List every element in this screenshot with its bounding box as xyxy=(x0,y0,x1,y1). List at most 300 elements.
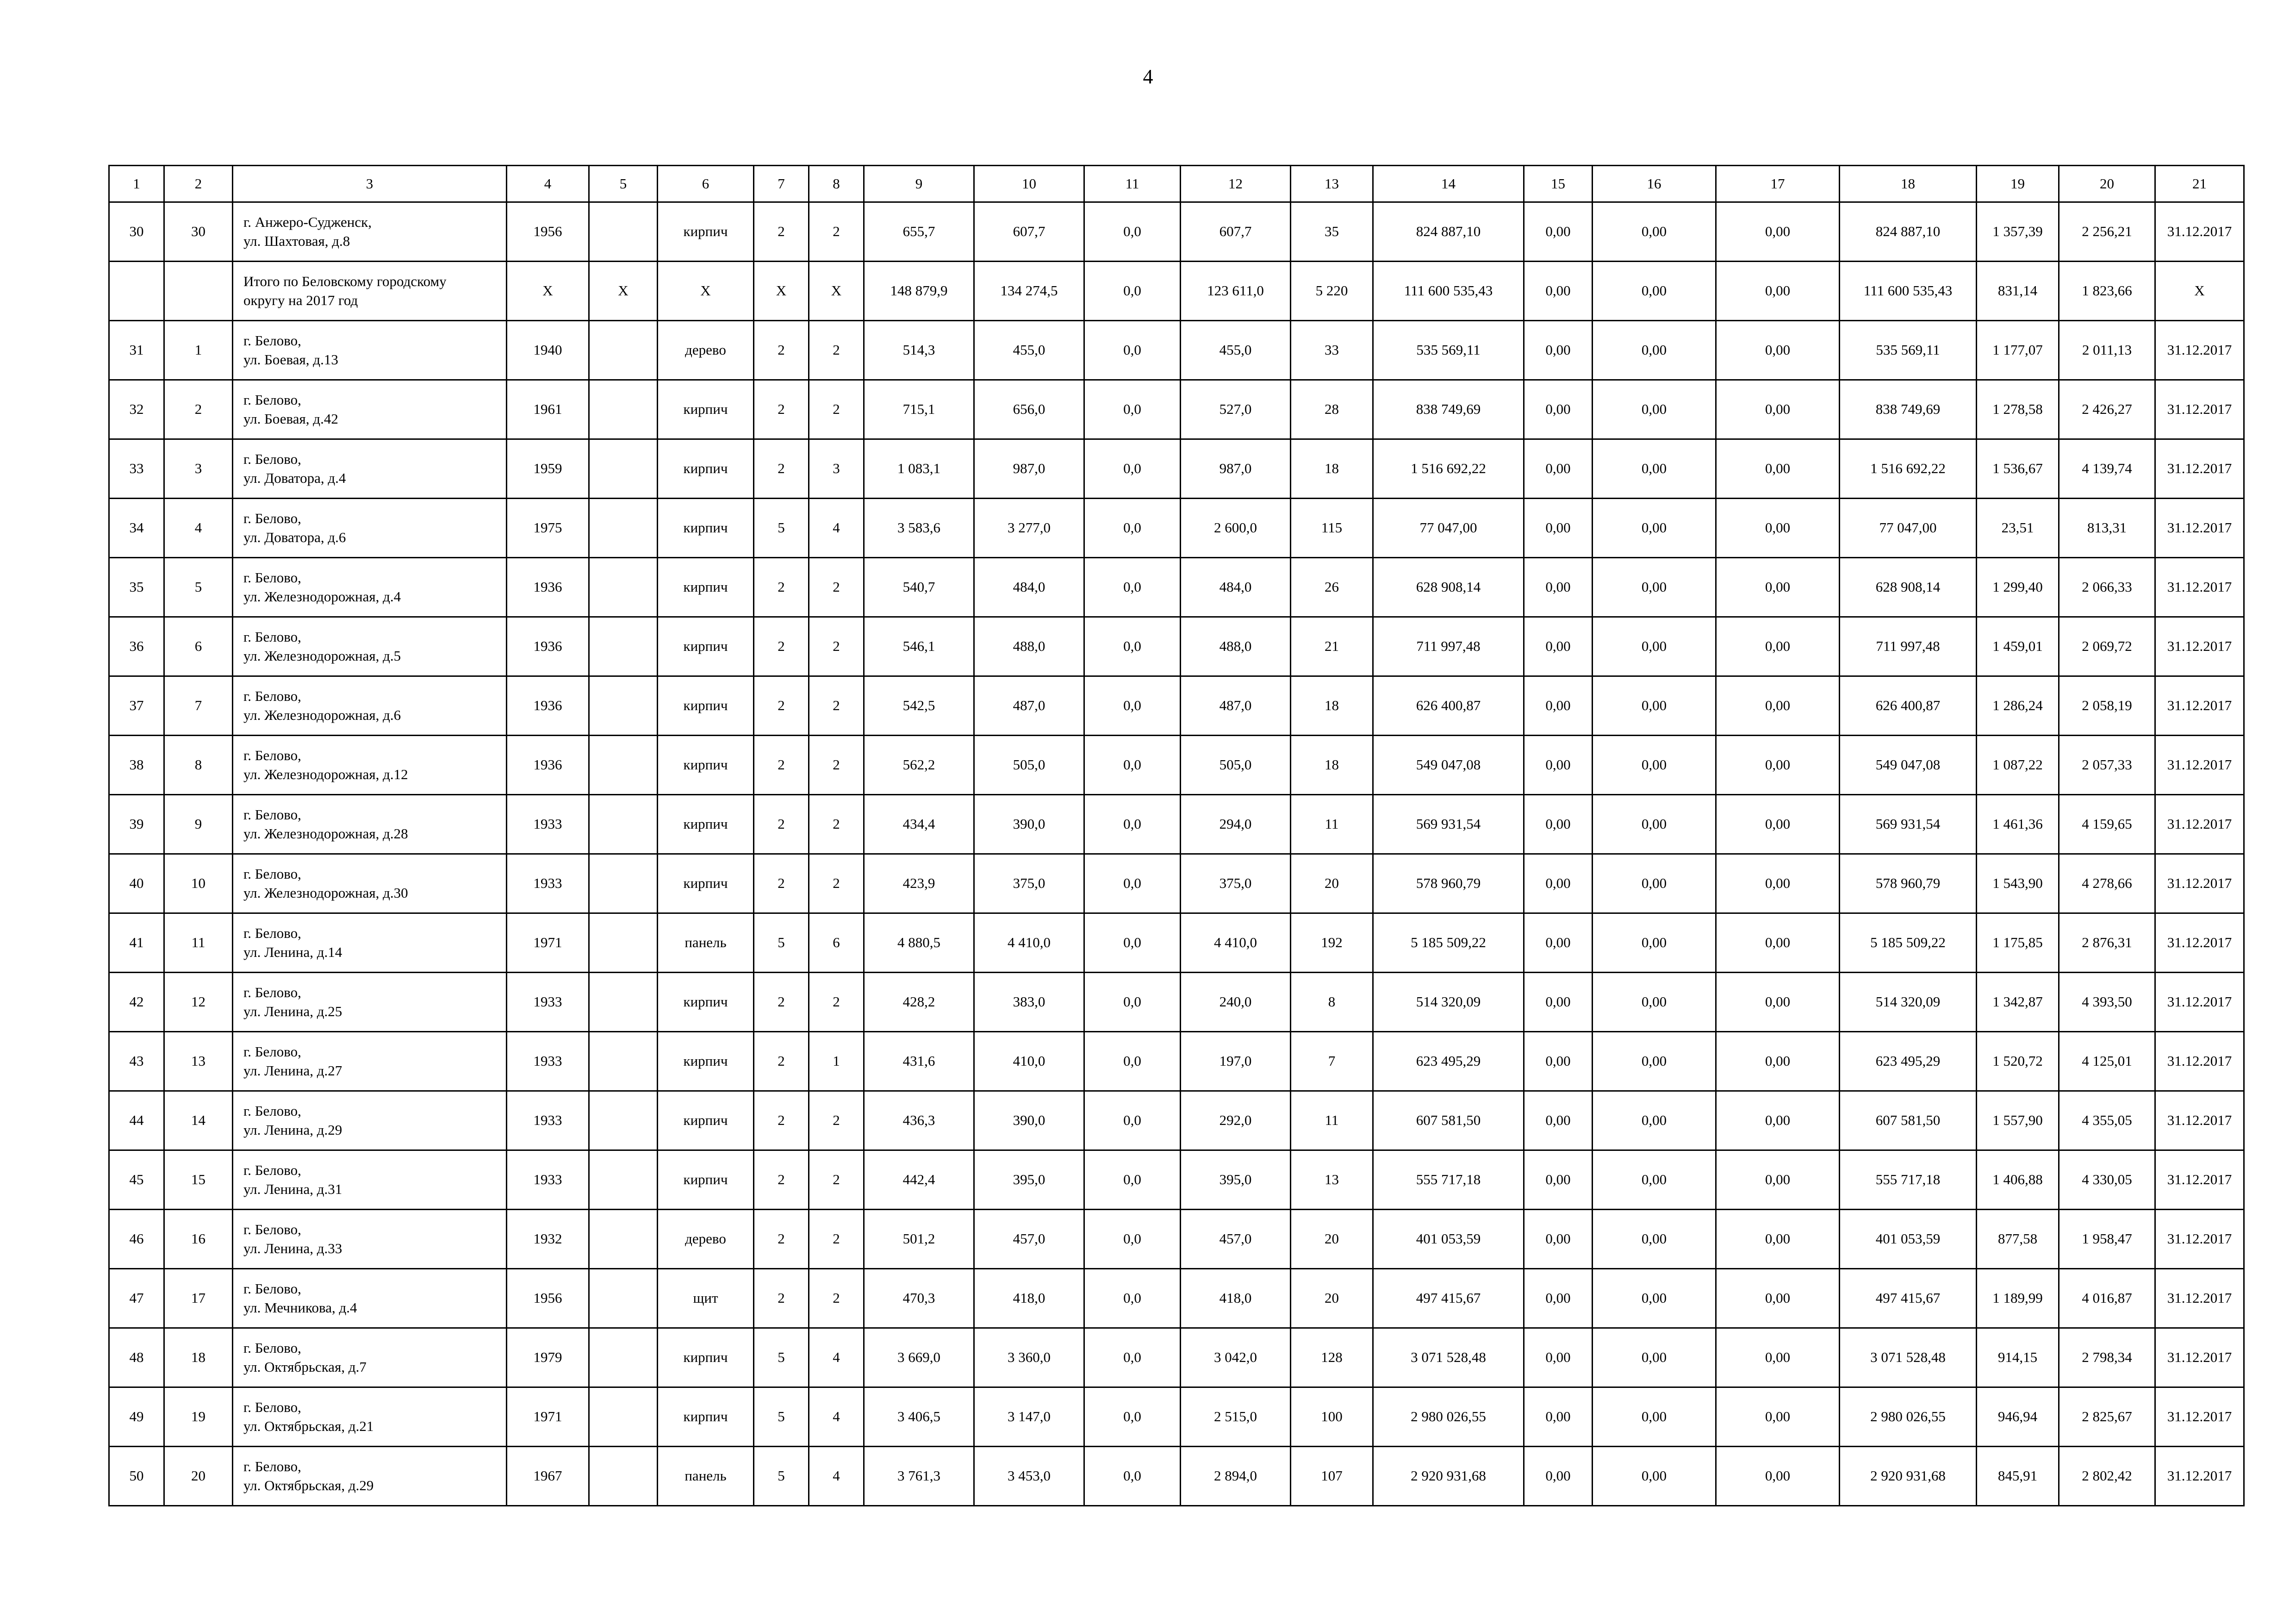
total-cost-cell: 549 047,08 xyxy=(1840,736,1977,795)
col-20-cell: 4 125,01 xyxy=(2059,1032,2155,1091)
table-row xyxy=(109,321,2244,380)
column-number: 20 xyxy=(2059,166,2155,202)
wall-material-cell: кирпич xyxy=(658,439,754,499)
col-5-cell xyxy=(589,736,658,795)
table-row xyxy=(109,1328,2244,1387)
col-5-cell xyxy=(589,1091,658,1150)
col-20-cell: 2 825,67 xyxy=(2059,1387,2155,1447)
col-5-cell xyxy=(589,617,658,676)
col-19-cell: 1 286,24 xyxy=(1977,676,2059,736)
living-area-cell: 455,0 xyxy=(974,321,1084,380)
floors-cell: 2 xyxy=(754,1032,809,1091)
total-cost-cell: 824 887,10 xyxy=(1840,202,1977,262)
total-cost-cell: 2 920 931,68 xyxy=(1840,1447,1977,1506)
row-number-cell: 39 xyxy=(109,795,164,854)
column-number: 17 xyxy=(1716,166,1840,202)
column-number: 18 xyxy=(1840,166,1977,202)
item-number-cell: 3 xyxy=(164,439,233,499)
floors-cell: 5 xyxy=(754,499,809,558)
column-number: 15 xyxy=(1524,166,1593,202)
address-line-1: г. Белово, xyxy=(243,1043,301,1060)
cost-cell: 824 887,10 xyxy=(1373,202,1524,262)
address-cell xyxy=(233,1269,507,1328)
col-5-cell xyxy=(589,854,658,913)
cost-cell: 838 749,69 xyxy=(1373,380,1524,439)
floors-cell: 2 xyxy=(754,1210,809,1269)
col-11-cell: 0,0 xyxy=(1084,1032,1181,1091)
entrances-cell: 2 xyxy=(809,736,864,795)
col-16-cell: 0,00 xyxy=(1593,736,1716,795)
col-19-cell: 1 087,22 xyxy=(1977,736,2059,795)
total-area-cell: 442,4 xyxy=(864,1150,974,1210)
col-12-cell: 987,0 xyxy=(1181,439,1291,499)
living-area-cell: 3 147,0 xyxy=(974,1387,1084,1447)
total-cost-cell: 111 600 535,43 xyxy=(1840,262,1977,321)
item-number-cell: 8 xyxy=(164,736,233,795)
col-5-cell xyxy=(589,676,658,736)
table-row xyxy=(109,1032,2244,1091)
col-15-cell: 0,00 xyxy=(1524,439,1593,499)
column-number: 8 xyxy=(809,166,864,202)
item-number-cell xyxy=(164,262,233,321)
col-11-cell: 0,0 xyxy=(1084,973,1181,1032)
col-20-cell: 2 256,21 xyxy=(2059,202,2155,262)
column-number: 19 xyxy=(1977,166,2059,202)
wall-material-cell: кирпич xyxy=(658,676,754,736)
table-row xyxy=(109,1210,2244,1269)
cost-cell: 628 908,14 xyxy=(1373,558,1524,617)
column-number: 21 xyxy=(2155,166,2244,202)
living-area-cell: 375,0 xyxy=(974,854,1084,913)
col-5-cell xyxy=(589,321,658,380)
address-cell xyxy=(233,795,507,854)
item-number-cell: 19 xyxy=(164,1387,233,1447)
address-cell xyxy=(233,380,507,439)
row-number-cell: 36 xyxy=(109,617,164,676)
deadline-cell: 31.12.2017 xyxy=(2155,1447,2244,1506)
col-12-cell: 2 515,0 xyxy=(1181,1387,1291,1447)
cost-cell: 1 516 692,22 xyxy=(1373,439,1524,499)
col-16-cell: 0,00 xyxy=(1593,1150,1716,1210)
deadline-cell: 31.12.2017 xyxy=(2155,795,2244,854)
item-number-cell: 15 xyxy=(164,1150,233,1210)
floors-cell: 2 xyxy=(754,736,809,795)
item-number-cell: 30 xyxy=(164,202,233,262)
col-20-cell: 4 139,74 xyxy=(2059,439,2155,499)
col-11-cell: 0,0 xyxy=(1084,558,1181,617)
row-number-cell: 30 xyxy=(109,202,164,262)
residents-cell: 100 xyxy=(1291,1387,1373,1447)
col-17-cell: 0,00 xyxy=(1716,913,1840,973)
living-area-cell: 457,0 xyxy=(974,1210,1084,1269)
col-12-cell: 488,0 xyxy=(1181,617,1291,676)
address-line-1: Итого по Беловскому городскому xyxy=(243,273,447,290)
table-row xyxy=(109,854,2244,913)
total-area-cell: 655,7 xyxy=(864,202,974,262)
wall-material-cell: кирпич xyxy=(658,617,754,676)
total-cost-cell: 5 185 509,22 xyxy=(1840,913,1977,973)
address-line-1: г. Белово, xyxy=(243,629,301,645)
row-number-cell xyxy=(109,262,164,321)
cost-cell: 5 185 509,22 xyxy=(1373,913,1524,973)
col-19-cell: 877,58 xyxy=(1977,1210,2059,1269)
year-built-cell: 1979 xyxy=(507,1328,589,1387)
table-row xyxy=(109,1447,2244,1506)
row-number-cell: 40 xyxy=(109,854,164,913)
table-row xyxy=(109,973,2244,1032)
total-area-cell: 3 406,5 xyxy=(864,1387,974,1447)
col-20-cell: 2 058,19 xyxy=(2059,676,2155,736)
address-line-1: г. Белово, xyxy=(243,1399,301,1416)
cost-cell: 623 495,29 xyxy=(1373,1032,1524,1091)
col-20-cell: 2 802,42 xyxy=(2059,1447,2155,1506)
entrances-cell: Х xyxy=(809,262,864,321)
cost-cell: 549 047,08 xyxy=(1373,736,1524,795)
col-12-cell: 395,0 xyxy=(1181,1150,1291,1210)
table-row xyxy=(109,617,2244,676)
col-5-cell: Х xyxy=(589,262,658,321)
address-line-1: г. Анжеро-Судженск, xyxy=(243,214,372,231)
address-line-2: ул. Октябрьская, д.7 xyxy=(243,1358,367,1375)
address-cell xyxy=(233,1032,507,1091)
address-line-2: ул. Железнодорожная, д.28 xyxy=(243,825,408,842)
address-line-1: г. Белово, xyxy=(243,1221,301,1238)
col-11-cell: 0,0 xyxy=(1084,499,1181,558)
address-line-2: ул. Боевая, д.13 xyxy=(243,351,338,368)
col-19-cell: 1 342,87 xyxy=(1977,973,2059,1032)
column-number: 10 xyxy=(974,166,1084,202)
total-cost-cell: 711 997,48 xyxy=(1840,617,1977,676)
floors-cell: 2 xyxy=(754,321,809,380)
col-11-cell: 0,0 xyxy=(1084,617,1181,676)
col-12-cell: 4 410,0 xyxy=(1181,913,1291,973)
col-5-cell xyxy=(589,1150,658,1210)
item-number-cell: 11 xyxy=(164,913,233,973)
living-area-cell: 487,0 xyxy=(974,676,1084,736)
column-number: 3 xyxy=(233,166,507,202)
cost-cell: 497 415,67 xyxy=(1373,1269,1524,1328)
row-number-cell: 35 xyxy=(109,558,164,617)
col-19-cell: 1 175,85 xyxy=(1977,913,2059,973)
col-17-cell: 0,00 xyxy=(1716,380,1840,439)
living-area-cell: 3 360,0 xyxy=(974,1328,1084,1387)
address-cell xyxy=(233,1150,507,1210)
total-area-cell: 436,3 xyxy=(864,1091,974,1150)
table-row xyxy=(109,913,2244,973)
row-number-cell: 33 xyxy=(109,439,164,499)
col-5-cell xyxy=(589,380,658,439)
column-number: 16 xyxy=(1593,166,1716,202)
total-cost-cell: 626 400,87 xyxy=(1840,676,1977,736)
cost-cell: 711 997,48 xyxy=(1373,617,1524,676)
col-12-cell: 123 611,0 xyxy=(1181,262,1291,321)
column-number: 2 xyxy=(164,166,233,202)
total-area-cell: 431,6 xyxy=(864,1032,974,1091)
residents-cell: 18 xyxy=(1291,676,1373,736)
deadline-cell: Х xyxy=(2155,262,2244,321)
col-11-cell: 0,0 xyxy=(1084,1269,1181,1328)
col-20-cell: 2 426,27 xyxy=(2059,380,2155,439)
col-19-cell: 1 461,36 xyxy=(1977,795,2059,854)
col-17-cell: 0,00 xyxy=(1716,795,1840,854)
col-20-cell: 4 393,50 xyxy=(2059,973,2155,1032)
living-area-cell: 488,0 xyxy=(974,617,1084,676)
col-15-cell: 0,00 xyxy=(1524,1328,1593,1387)
col-16-cell: 0,00 xyxy=(1593,262,1716,321)
total-cost-cell: 1 516 692,22 xyxy=(1840,439,1977,499)
address-line-1: г. Белово, xyxy=(243,1280,301,1297)
wall-material-cell: кирпич xyxy=(658,1150,754,1210)
address-line-1: г. Белово, xyxy=(243,332,301,349)
deadline-cell: 31.12.2017 xyxy=(2155,499,2244,558)
col-12-cell: 294,0 xyxy=(1181,795,1291,854)
column-number: 1 xyxy=(109,166,164,202)
cost-cell: 2 920 931,68 xyxy=(1373,1447,1524,1506)
floors-cell: 2 xyxy=(754,1269,809,1328)
col-15-cell: 0,00 xyxy=(1524,1091,1593,1150)
deadline-cell: 31.12.2017 xyxy=(2155,1091,2244,1150)
col-16-cell: 0,00 xyxy=(1593,795,1716,854)
table-row xyxy=(109,736,2244,795)
residents-cell: 33 xyxy=(1291,321,1373,380)
wall-material-cell: дерево xyxy=(658,1210,754,1269)
entrances-cell: 4 xyxy=(809,1387,864,1447)
total-area-cell: 562,2 xyxy=(864,736,974,795)
wall-material-cell: панель xyxy=(658,1447,754,1506)
address-line-2: ул. Железнодорожная, д.6 xyxy=(243,706,401,723)
col-16-cell: 0,00 xyxy=(1593,1032,1716,1091)
total-area-cell: 148 879,9 xyxy=(864,262,974,321)
col-16-cell: 0,00 xyxy=(1593,913,1716,973)
living-area-cell: 418,0 xyxy=(974,1269,1084,1328)
item-number-cell: 2 xyxy=(164,380,233,439)
total-area-cell: 546,1 xyxy=(864,617,974,676)
item-number-cell: 13 xyxy=(164,1032,233,1091)
cost-cell: 77 047,00 xyxy=(1373,499,1524,558)
col-17-cell: 0,00 xyxy=(1716,499,1840,558)
column-number: 5 xyxy=(589,166,658,202)
year-built-cell: 1933 xyxy=(507,854,589,913)
year-built-cell: 1967 xyxy=(507,1447,589,1506)
address-cell xyxy=(233,617,507,676)
col-20-cell: 2 011,13 xyxy=(2059,321,2155,380)
deadline-cell: 31.12.2017 xyxy=(2155,676,2244,736)
entrances-cell: 2 xyxy=(809,1269,864,1328)
item-number-cell: 7 xyxy=(164,676,233,736)
living-area-cell: 134 274,5 xyxy=(974,262,1084,321)
cost-cell: 2 980 026,55 xyxy=(1373,1387,1524,1447)
row-number-cell: 48 xyxy=(109,1328,164,1387)
col-20-cell: 2 876,31 xyxy=(2059,913,2155,973)
table-row xyxy=(109,1387,2244,1447)
col-16-cell: 0,00 xyxy=(1593,676,1716,736)
col-19-cell: 1 357,39 xyxy=(1977,202,2059,262)
col-12-cell: 455,0 xyxy=(1181,321,1291,380)
total-cost-cell: 77 047,00 xyxy=(1840,499,1977,558)
entrances-cell: 2 xyxy=(809,321,864,380)
col-5-cell xyxy=(589,1269,658,1328)
residents-cell: 5 220 xyxy=(1291,262,1373,321)
living-area-cell: 383,0 xyxy=(974,973,1084,1032)
total-area-cell: 3 669,0 xyxy=(864,1328,974,1387)
cost-cell: 514 320,09 xyxy=(1373,973,1524,1032)
entrances-cell: 2 xyxy=(809,617,864,676)
col-17-cell: 0,00 xyxy=(1716,1447,1840,1506)
total-cost-cell: 578 960,79 xyxy=(1840,854,1977,913)
floors-cell: 2 xyxy=(754,380,809,439)
address-cell xyxy=(233,676,507,736)
table-row xyxy=(109,499,2244,558)
total-area-cell: 1 083,1 xyxy=(864,439,974,499)
column-number: 13 xyxy=(1291,166,1373,202)
col-5-cell xyxy=(589,1387,658,1447)
floors-cell: 2 xyxy=(754,558,809,617)
col-15-cell: 0,00 xyxy=(1524,1150,1593,1210)
col-17-cell: 0,00 xyxy=(1716,1210,1840,1269)
item-number-cell: 20 xyxy=(164,1447,233,1506)
col-11-cell: 0,0 xyxy=(1084,262,1181,321)
table-row xyxy=(109,380,2244,439)
floors-cell: Х xyxy=(754,262,809,321)
col-17-cell: 0,00 xyxy=(1716,1269,1840,1328)
col-17-cell: 0,00 xyxy=(1716,676,1840,736)
total-cost-cell: 628 908,14 xyxy=(1840,558,1977,617)
col-19-cell: 1 543,90 xyxy=(1977,854,2059,913)
address-line-1: г. Белово, xyxy=(243,510,301,527)
row-number-cell: 49 xyxy=(109,1387,164,1447)
col-15-cell: 0,00 xyxy=(1524,676,1593,736)
address-line-1: г. Белово, xyxy=(243,984,301,1001)
total-cost-cell: 607 581,50 xyxy=(1840,1091,1977,1150)
cost-cell: 3 071 528,48 xyxy=(1373,1328,1524,1387)
wall-material-cell: кирпич xyxy=(658,973,754,1032)
col-12-cell: 487,0 xyxy=(1181,676,1291,736)
col-17-cell: 0,00 xyxy=(1716,736,1840,795)
table-row xyxy=(109,439,2244,499)
address-cell xyxy=(233,1387,507,1447)
col-11-cell: 0,0 xyxy=(1084,1328,1181,1387)
col-12-cell: 2 600,0 xyxy=(1181,499,1291,558)
year-built-cell: 1940 xyxy=(507,321,589,380)
entrances-cell: 2 xyxy=(809,854,864,913)
col-11-cell: 0,0 xyxy=(1084,1387,1181,1447)
col-20-cell: 4 159,65 xyxy=(2059,795,2155,854)
total-cost-cell: 514 320,09 xyxy=(1840,973,1977,1032)
table-row xyxy=(109,558,2244,617)
col-15-cell: 0,00 xyxy=(1524,617,1593,676)
total-area-cell: 542,5 xyxy=(864,676,974,736)
cost-cell: 569 931,54 xyxy=(1373,795,1524,854)
col-20-cell: 1 823,66 xyxy=(2059,262,2155,321)
residents-cell: 115 xyxy=(1291,499,1373,558)
col-12-cell: 197,0 xyxy=(1181,1032,1291,1091)
col-15-cell: 0,00 xyxy=(1524,262,1593,321)
col-11-cell: 0,0 xyxy=(1084,321,1181,380)
address-line-2: ул. Ленина, д.14 xyxy=(243,943,342,960)
column-number: 7 xyxy=(754,166,809,202)
col-5-cell xyxy=(589,1210,658,1269)
deadline-cell: 31.12.2017 xyxy=(2155,380,2244,439)
residents-cell: 20 xyxy=(1291,1269,1373,1328)
year-built-cell: 1933 xyxy=(507,1032,589,1091)
col-16-cell: 0,00 xyxy=(1593,499,1716,558)
total-area-cell: 3 583,6 xyxy=(864,499,974,558)
residents-cell: 18 xyxy=(1291,736,1373,795)
year-built-cell: 1956 xyxy=(507,202,589,262)
col-11-cell: 0,0 xyxy=(1084,736,1181,795)
deadline-cell: 31.12.2017 xyxy=(2155,1269,2244,1328)
entrances-cell: 1 xyxy=(809,1032,864,1091)
living-area-cell: 987,0 xyxy=(974,439,1084,499)
wall-material-cell: Х xyxy=(658,262,754,321)
entrances-cell: 2 xyxy=(809,1091,864,1150)
living-area-cell: 390,0 xyxy=(974,795,1084,854)
floors-cell: 2 xyxy=(754,676,809,736)
floors-cell: 5 xyxy=(754,913,809,973)
entrances-cell: 4 xyxy=(809,1328,864,1387)
col-20-cell: 4 016,87 xyxy=(2059,1269,2155,1328)
deadline-cell: 31.12.2017 xyxy=(2155,617,2244,676)
address-cell xyxy=(233,973,507,1032)
col-5-cell xyxy=(589,202,658,262)
row-number-cell: 42 xyxy=(109,973,164,1032)
item-number-cell: 14 xyxy=(164,1091,233,1150)
entrances-cell: 2 xyxy=(809,202,864,262)
floors-cell: 2 xyxy=(754,617,809,676)
floors-cell: 5 xyxy=(754,1387,809,1447)
col-15-cell: 0,00 xyxy=(1524,499,1593,558)
cost-cell: 626 400,87 xyxy=(1373,676,1524,736)
cost-cell: 607 581,50 xyxy=(1373,1091,1524,1150)
year-built-cell: 1933 xyxy=(507,1091,589,1150)
col-16-cell: 0,00 xyxy=(1593,380,1716,439)
col-16-cell: 0,00 xyxy=(1593,1387,1716,1447)
address-line-2: ул. Боевая, д.42 xyxy=(243,410,338,427)
col-11-cell: 0,0 xyxy=(1084,854,1181,913)
col-5-cell xyxy=(589,439,658,499)
wall-material-cell: дерево xyxy=(658,321,754,380)
table-row xyxy=(109,1269,2244,1328)
total-area-cell: 501,2 xyxy=(864,1210,974,1269)
address-line-2: ул. Ленина, д.31 xyxy=(243,1181,342,1197)
address-line-2: ул. Железнодорожная, д.12 xyxy=(243,766,408,782)
entrances-cell: 6 xyxy=(809,913,864,973)
address-line-1: г. Белово, xyxy=(243,1458,301,1475)
entrances-cell: 2 xyxy=(809,558,864,617)
col-15-cell: 0,00 xyxy=(1524,913,1593,973)
deadline-cell: 31.12.2017 xyxy=(2155,1328,2244,1387)
cost-cell: 111 600 535,43 xyxy=(1373,262,1524,321)
residents-cell: 28 xyxy=(1291,380,1373,439)
residents-cell: 21 xyxy=(1291,617,1373,676)
housing-register-table xyxy=(108,165,2245,1506)
living-area-cell: 395,0 xyxy=(974,1150,1084,1210)
row-number-cell: 45 xyxy=(109,1150,164,1210)
row-number-cell: 46 xyxy=(109,1210,164,1269)
col-12-cell: 527,0 xyxy=(1181,380,1291,439)
address-cell xyxy=(233,1091,507,1150)
row-number-cell: 50 xyxy=(109,1447,164,1506)
col-16-cell: 0,00 xyxy=(1593,1447,1716,1506)
residents-cell: 20 xyxy=(1291,854,1373,913)
address-cell xyxy=(233,1447,507,1506)
col-15-cell: 0,00 xyxy=(1524,1210,1593,1269)
col-12-cell: 375,0 xyxy=(1181,854,1291,913)
col-19-cell: 1 278,58 xyxy=(1977,380,2059,439)
entrances-cell: 2 xyxy=(809,1210,864,1269)
page-number: 4 xyxy=(1143,65,1153,88)
col-5-cell xyxy=(589,558,658,617)
